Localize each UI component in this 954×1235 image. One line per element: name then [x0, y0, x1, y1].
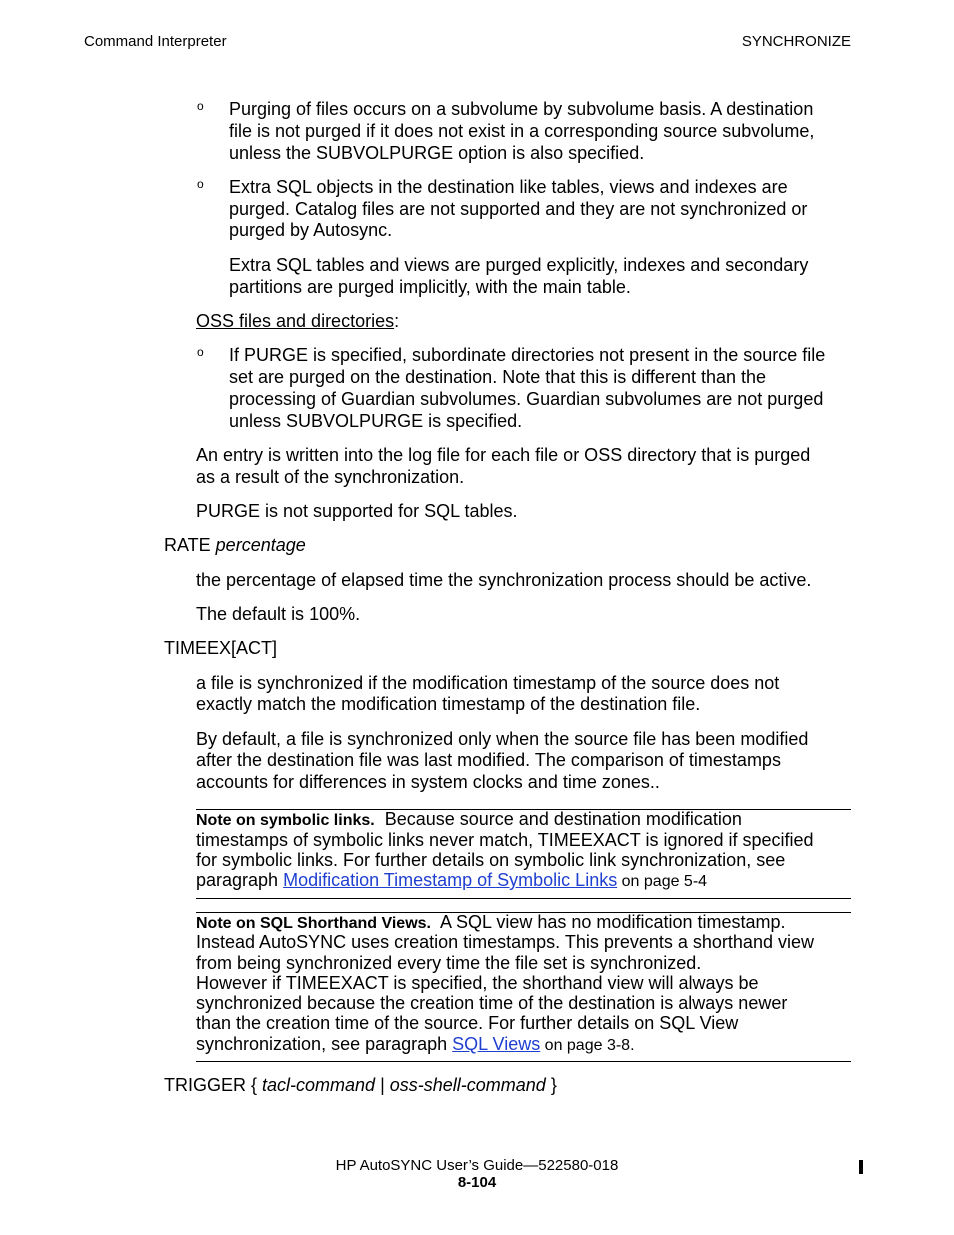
symbolic-links-link[interactable]: Modification Timestamp of Symbolic Links [283, 870, 618, 890]
text-line: unless the SUBVOLPURGE option is also specified. [229, 143, 645, 163]
trigger-keyword: TRIGGER { [164, 1075, 263, 1095]
text-line: By default, a file is synchronized only when the source file has been modified [196, 729, 809, 749]
text-line: as a result of the synchronization. [196, 467, 465, 487]
note-title: Note on symbolic links. [196, 812, 375, 829]
footer-page-number: 8-104 [457, 1174, 497, 1191]
trigger-syntax [164, 1074, 557, 1096]
note-rule [196, 898, 851, 899]
text-line: PURGE is not supported for SQL tables. [196, 501, 518, 521]
oss-heading-text: OSS files and directories [196, 311, 395, 331]
text-line: exactly match the modification timestamp of the destination file. [196, 694, 701, 714]
change-bar [859, 1160, 863, 1174]
text-line: file is not purged if it does not exist in a corresponding source subvolume, [229, 121, 815, 141]
page-ref: on page 5-4 [617, 873, 708, 890]
text-line: processing of Guardian subvolumes. Guardian subvolumes are not purged [229, 389, 824, 409]
text-line: accounts for differences in system clocks and time zones.. [196, 772, 660, 792]
rate-param: percentage [215, 535, 306, 555]
running-header-left: Command Interpreter [84, 33, 227, 50]
text-line: from being synchronized every time the file set is synchronized. [196, 953, 702, 973]
note-first-line [196, 809, 742, 831]
note-link-line [196, 1034, 635, 1056]
rate-keyword: RATE [164, 535, 216, 555]
text-line: An entry is written into the log file for each file or OSS directory that is purged [196, 445, 811, 465]
text-line: The default is 100%. [196, 604, 361, 624]
text-line: Instead AutoSYNC uses creation timestamps. This prevents a shorthand view [196, 932, 814, 952]
timeexact-keyword: TIMEEX[ACT] [164, 638, 278, 658]
note-text: Because source and destination modification [384, 809, 742, 829]
text-line: synchronized because the creation time of the destination is always newer [196, 993, 788, 1013]
oss-heading [196, 310, 399, 332]
rate-syntax [164, 534, 306, 556]
text-line: the percentage of elapsed time the synchronization process should be active. [196, 570, 812, 590]
text-line: than the creation time of the source. For further details on SQL View [196, 1013, 739, 1033]
sql-views-link[interactable]: SQL Views [452, 1034, 541, 1054]
page-ref: on page 3-8. [540, 1037, 635, 1054]
bullet-marker: o [197, 177, 204, 191]
note-text: A SQL view has no modification timestamp. [440, 912, 786, 932]
trigger-param-tacl: tacl-command [262, 1075, 376, 1095]
note-first-line [196, 912, 786, 934]
text-line: Extra SQL tables and views are purged explicitly, indexes and secondary [229, 255, 809, 275]
note-link-line [196, 870, 707, 892]
text-line: Extra SQL objects in the destination like tables, views and indexes are [229, 177, 788, 197]
text-line: Purging of files occurs on a subvolume by subvolume basis. A destination [229, 99, 814, 119]
text-line: a file is synchronized if the modification timestamp of the source does not [196, 673, 780, 693]
trigger-close: } [545, 1075, 557, 1095]
footer-title: HP AutoSYNC User’s Guide—522580-018 [335, 1157, 619, 1174]
text-line: partitions are purged implicitly, with the main table. [229, 277, 631, 297]
bullet-marker: o [197, 345, 204, 359]
text-line: unless SUBVOLPURGE is specified. [229, 411, 523, 431]
note-text: paragraph [196, 870, 284, 890]
text-line: set are purged on the destination. Note that this is different than the [229, 367, 767, 387]
bullet-marker: o [197, 99, 204, 113]
text-line: after the destination file was last modified. The comparison of timestamps [196, 750, 781, 770]
running-header-right: SYNCHRONIZE [741, 33, 851, 50]
trigger-separator: | [375, 1075, 390, 1095]
trigger-param-oss: oss-shell-command [389, 1075, 546, 1095]
note-rule [196, 1061, 851, 1062]
text-line: If PURGE is specified, subordinate directories not present in the source file [229, 345, 826, 365]
note-text: synchronization, see paragraph [196, 1034, 453, 1054]
oss-heading-suffix: : [394, 311, 400, 331]
text-line: purged. Catalog files are not supported and they are not synchronized or [229, 199, 808, 219]
text-line: for symbolic links. For further details on symbolic link synchronization, see [196, 850, 786, 870]
note-title: Note on SQL Shorthand Views. [196, 915, 431, 932]
text-line: timestamps of symbolic links never match, TIMEEXACT is ignored if specified [196, 830, 814, 850]
text-line: However if TIMEEXACT is specified, the shorthand view will always be [196, 973, 759, 993]
text-line: purged by Autosync. [229, 220, 393, 240]
